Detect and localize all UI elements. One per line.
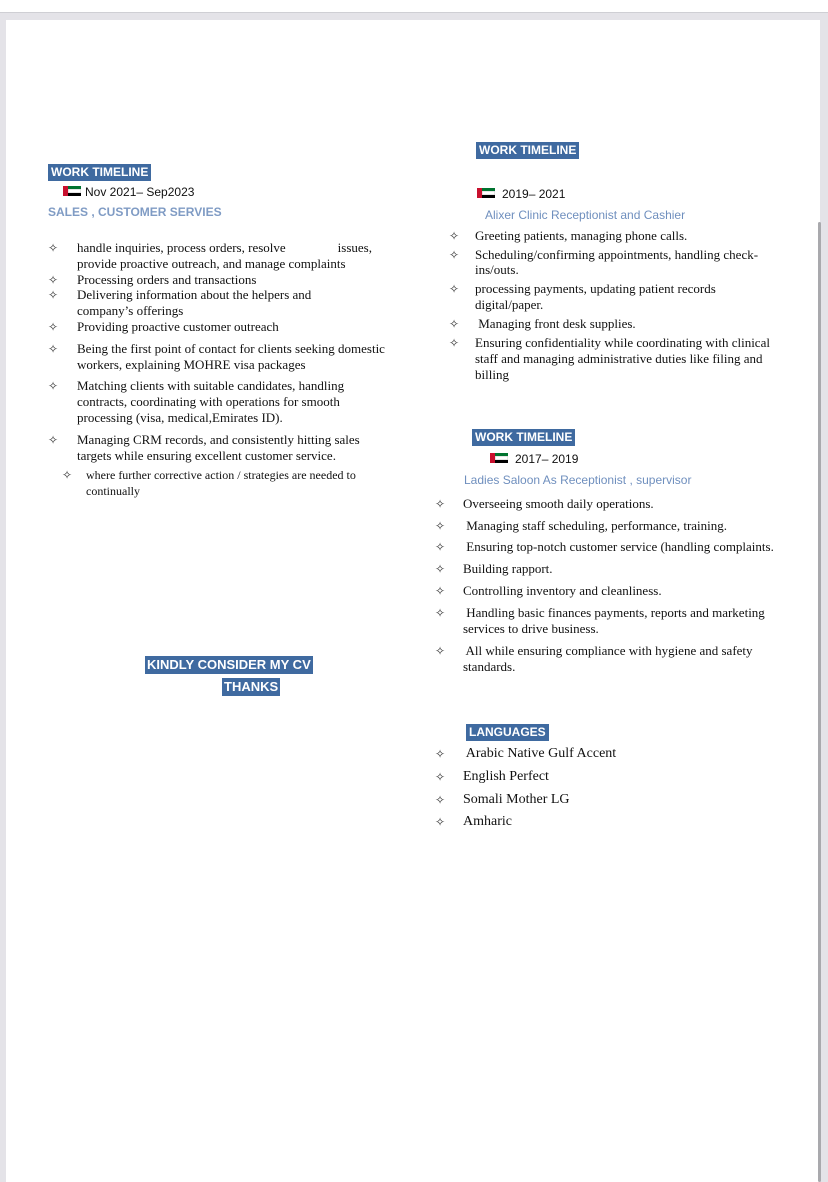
right1-role: Alixer Clinic Receptionist and Cashier <box>485 208 686 222</box>
diamond-bullet-icon: ✧ <box>435 606 446 620</box>
list-item: ✧ Building rapport. <box>435 561 553 576</box>
right1-section-header: WORK TIMELINE <box>476 142 579 159</box>
list-item: ✧ Providing proactive customer outreach <box>48 319 279 334</box>
list-item: ✧ where further corrective action / strategies are needed to <box>62 468 356 482</box>
language-item: ✧ Amharic <box>435 814 512 829</box>
uae-flag-icon <box>63 186 81 196</box>
list-item: ✧ Processing orders and transactions <box>48 272 257 287</box>
uae-flag-icon <box>477 188 495 198</box>
diamond-bullet-icon: ✧ <box>435 793 446 807</box>
diamond-bullet-icon: ✧ <box>48 342 59 356</box>
diamond-bullet-icon: ✧ <box>435 562 446 576</box>
diamond-bullet-icon: ✧ <box>435 497 446 511</box>
diamond-bullet-icon: ✧ <box>435 644 446 658</box>
scrollbar[interactable] <box>818 222 821 1182</box>
list-item-continuation: digital/paper. <box>475 297 544 312</box>
diamond-bullet-icon: ✧ <box>48 379 59 393</box>
list-item: ✧ Managing CRM records, and consistently hitting sales <box>48 432 360 447</box>
list-item: ✧ Overseeing smooth daily operations. <box>435 496 654 511</box>
diamond-bullet-icon: ✧ <box>435 815 446 829</box>
diamond-bullet-icon: ✧ <box>449 229 460 243</box>
left-dates: Nov 2021– Sep2023 <box>85 185 195 199</box>
list-item: ✧ Matching clients with suitable candidates, handling <box>48 378 345 393</box>
left-section-header: WORK TIMELINE <box>48 164 151 181</box>
list-item: ✧ processing payments, updating patient records <box>449 281 716 296</box>
diamond-bullet-icon: ✧ <box>48 288 59 302</box>
language-item: ✧ Somali Mother LG <box>435 792 570 807</box>
diamond-bullet-icon: ✧ <box>435 747 446 761</box>
list-item-continuation: processing (visa, medical,Emirates ID). <box>77 410 283 425</box>
language-item: ✧ Arabic Native Gulf Accent <box>435 746 617 761</box>
right2-role: Ladies Saloon As Receptionist , supervisor <box>464 473 692 487</box>
right2-section-header: WORK TIMELINE <box>472 429 575 446</box>
list-item: ✧ Being the first point of contact for clients seeking domestic <box>48 341 385 356</box>
diamond-bullet-icon: ✧ <box>449 317 460 331</box>
diamond-bullet-icon: ✧ <box>435 540 446 554</box>
diamond-bullet-icon: ✧ <box>48 273 59 287</box>
diamond-bullet-icon: ✧ <box>435 519 446 533</box>
diamond-bullet-icon: ✧ <box>62 468 73 482</box>
list-item: ✧ Greeting patients, managing phone calls. <box>449 228 688 243</box>
list-item-continuation: company’s offerings <box>77 303 184 318</box>
list-item-continuation: targets while ensuring excellent customer service. <box>77 448 336 463</box>
list-item: ✧ Managing staff scheduling, performance, training. <box>435 518 728 533</box>
top-strip <box>0 0 828 13</box>
list-item-continuation: workers, explaining MOHRE visa packages <box>77 357 306 372</box>
diamond-bullet-icon: ✧ <box>435 584 446 598</box>
list-item: ✧ Managing front desk supplies. <box>449 316 636 331</box>
diamond-bullet-icon: ✧ <box>449 248 460 262</box>
list-item: ✧ Controlling inventory and cleanliness. <box>435 583 662 598</box>
right1-dates: 2019– 2021 <box>502 187 566 201</box>
diamond-bullet-icon: ✧ <box>48 320 59 334</box>
list-item-continuation: continually <box>86 484 140 498</box>
list-item: ✧ Ensuring confidentiality while coordinating with clinical <box>449 335 770 350</box>
list-item: ✧ Scheduling/confirming appointments, handling check- <box>449 247 759 262</box>
diamond-bullet-icon: ✧ <box>435 770 446 784</box>
list-item: ✧ Delivering information about the helpers and <box>48 287 312 302</box>
list-item: ✧ Ensuring top-notch customer service (handling complaints. <box>435 539 774 554</box>
list-item: ✧ Handling basic finances payments, reports and marketing <box>435 605 765 620</box>
list-item-continuation: staff and managing administrative duties like filing and <box>475 351 763 366</box>
right2-dates: 2017– 2019 <box>515 452 579 466</box>
closing-line-2: THANKS <box>224 679 279 694</box>
list-item-continuation: provide proactive outreach, and manage complaints <box>77 256 346 271</box>
left-role: SALES , CUSTOMER SERVIES <box>48 205 222 219</box>
list-item-continuation: services to drive business. <box>463 621 599 636</box>
uae-flag-icon <box>490 453 508 463</box>
list-item-continuation: standards. <box>463 659 516 674</box>
languages-header: LANGUAGES <box>466 724 549 741</box>
diamond-bullet-icon: ✧ <box>48 241 59 255</box>
list-item-continuation: billing <box>475 367 509 382</box>
diamond-bullet-icon: ✧ <box>449 282 460 296</box>
list-item: ✧ handle inquiries, process orders, resolve issues, <box>48 240 372 255</box>
list-item-continuation: ins/outs. <box>475 262 519 277</box>
list-item-continuation: contracts, coordinating with operations for smooth <box>77 394 340 409</box>
list-item: ✧ All while ensuring compliance with hygiene and safety <box>435 643 753 658</box>
language-item: ✧ English Perfect <box>435 769 549 784</box>
closing-line-1: KINDLY CONSIDER MY CV <box>147 657 311 672</box>
diamond-bullet-icon: ✧ <box>449 336 460 350</box>
diamond-bullet-icon: ✧ <box>48 433 59 447</box>
